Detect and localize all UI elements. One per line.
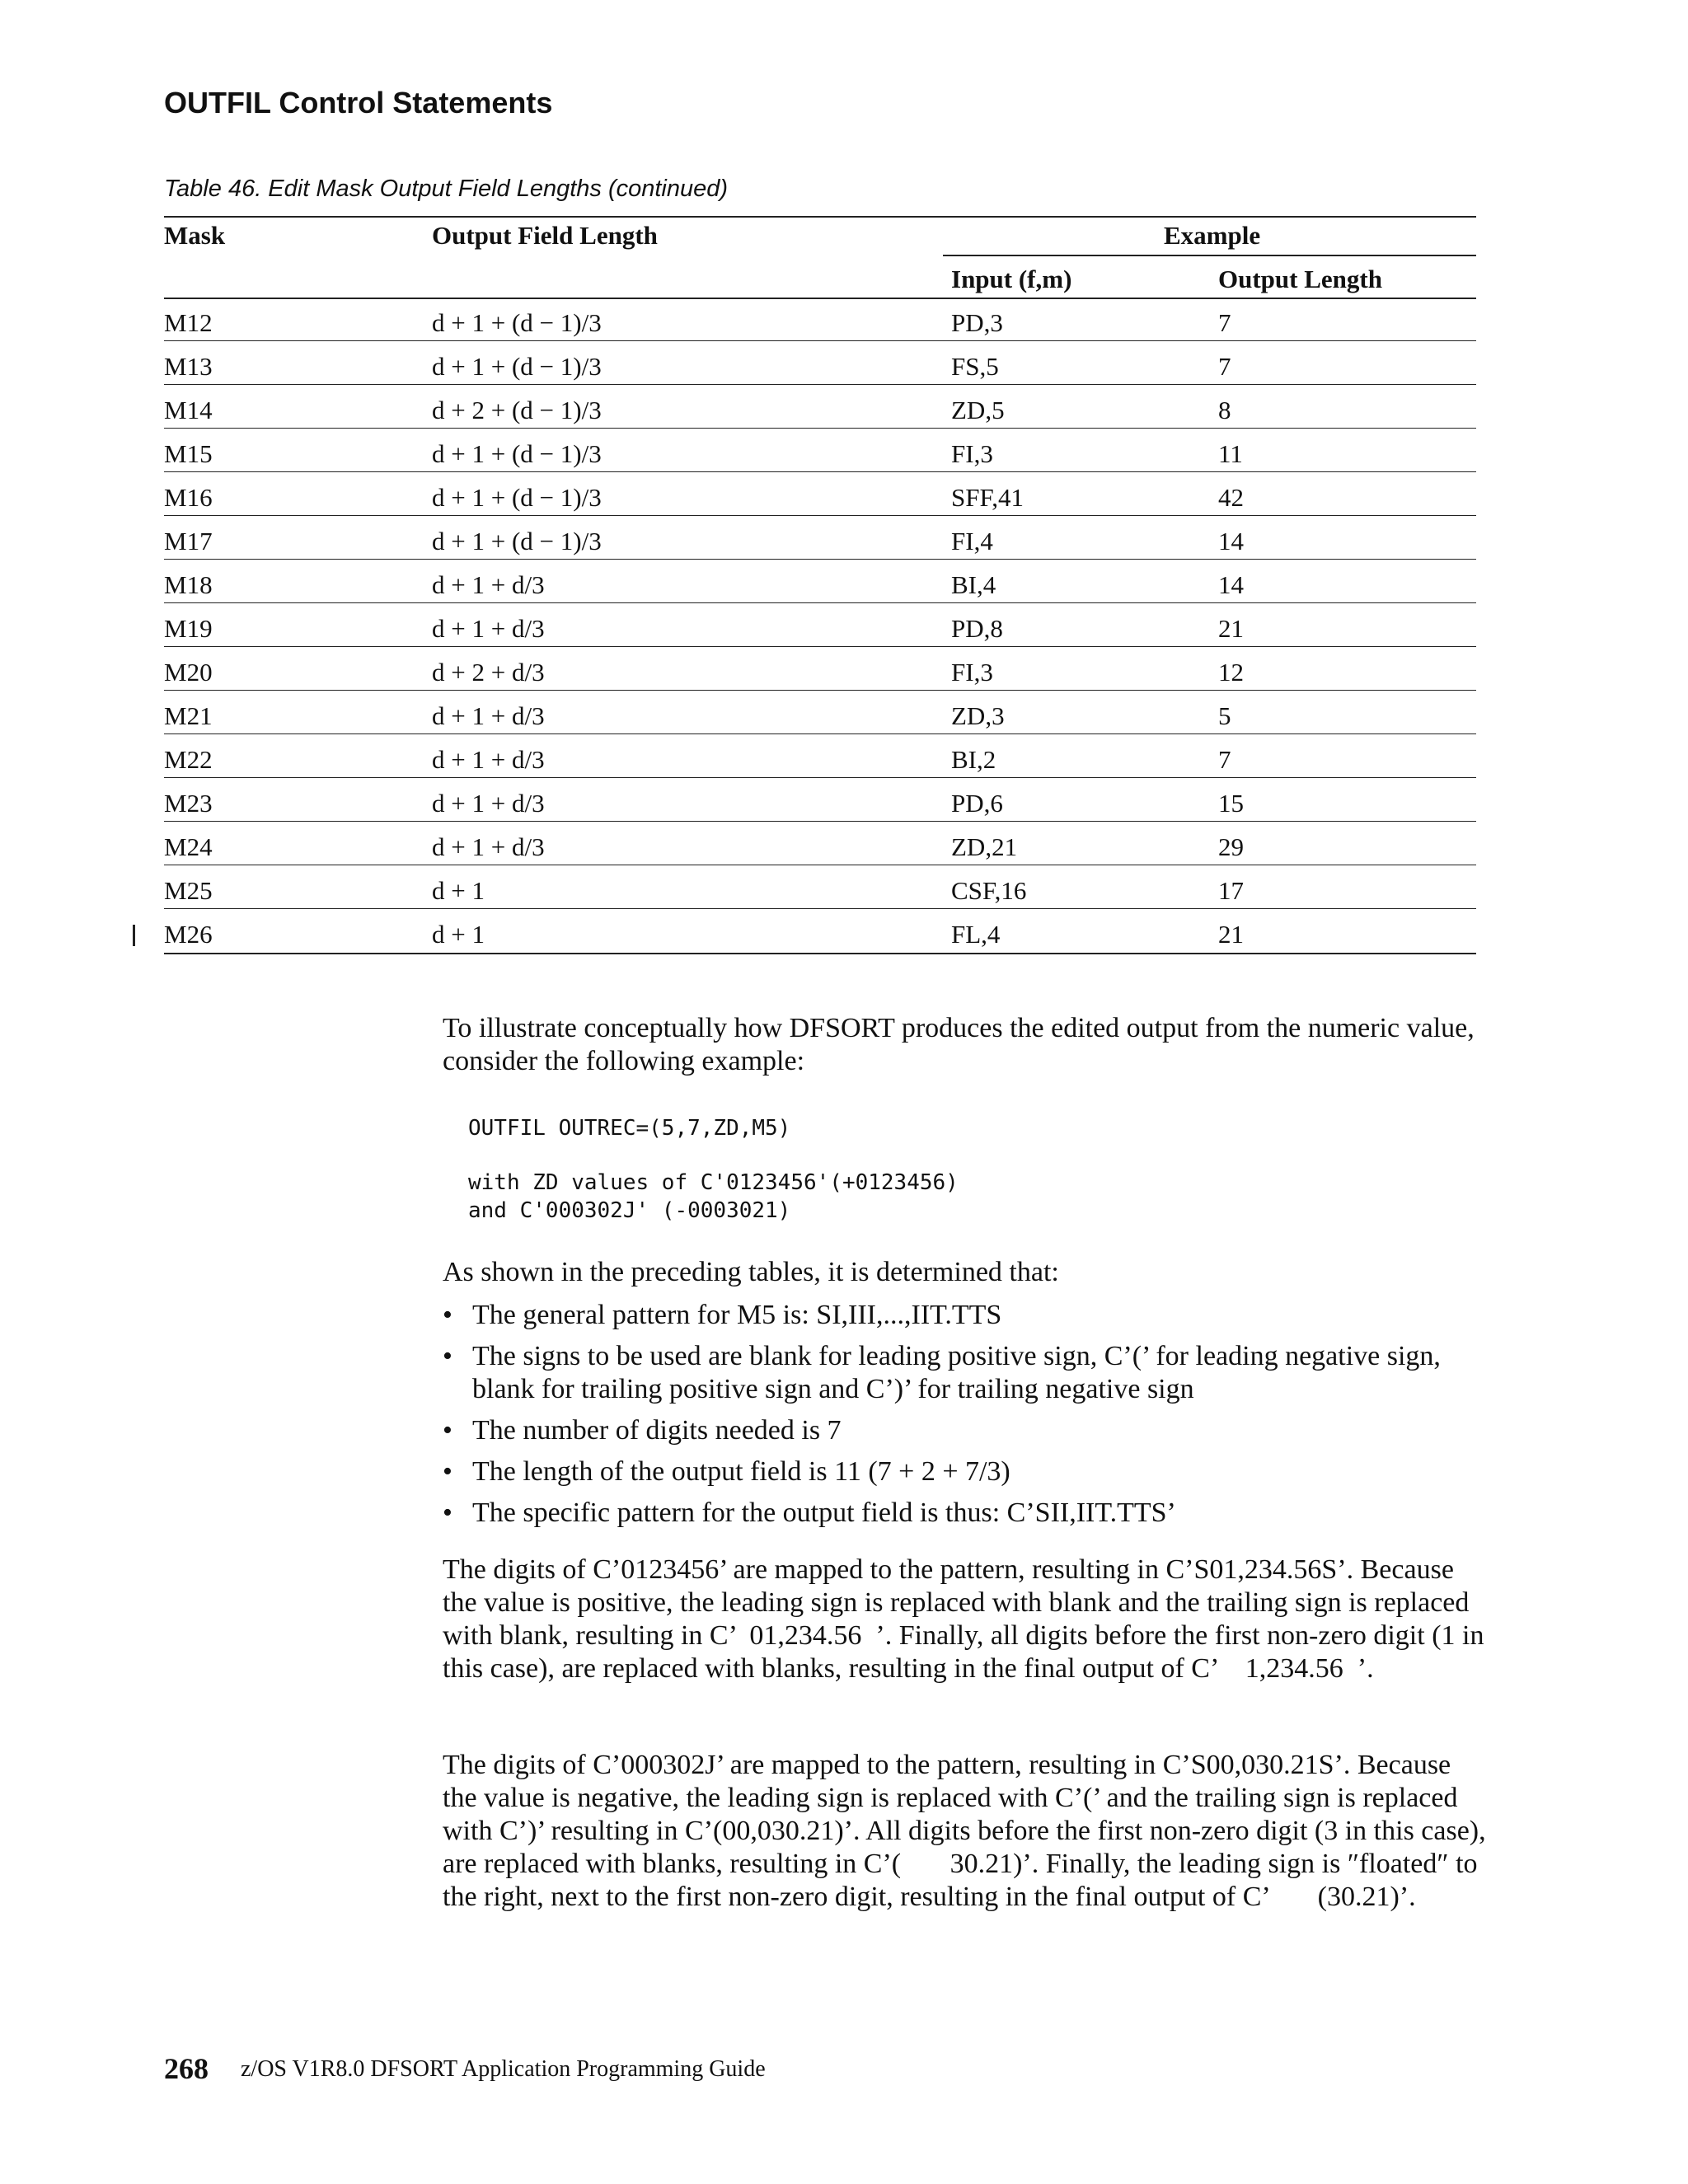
cell-length: 42	[1218, 483, 1244, 512]
cell-length: 21	[1218, 920, 1244, 949]
row-rule	[164, 690, 1476, 691]
cell-mask: M12	[164, 308, 213, 337]
cell-length: 11	[1218, 439, 1243, 468]
cell-input: FS,5	[951, 352, 999, 381]
row-rule	[164, 471, 1476, 472]
list-item	[443, 1299, 1489, 1332]
list-item	[443, 1414, 1489, 1447]
cell-length: 7	[1218, 308, 1231, 337]
cell-formula: d + 1	[432, 920, 485, 949]
list-item-text: The specific pattern for the output field is thus: C’SII,IIT.TTS’	[472, 1497, 1176, 1528]
cell-input: PD,8	[951, 614, 1003, 643]
row-rule	[164, 821, 1476, 822]
row-rule	[164, 602, 1476, 603]
list-item-text: The signs to be used are blank for leading positive sign, C’(’ for leading negative sign, blank for trailing positive sign and C’)’ for trailing negative sign	[472, 1341, 1441, 1404]
cell-length: 7	[1218, 745, 1231, 774]
page-number: 268	[164, 2052, 209, 2085]
cell-input: BI,2	[951, 745, 996, 774]
cell-input: BI,4	[951, 570, 996, 599]
cell-formula: d + 1 + (d − 1)/3	[432, 352, 602, 381]
header-mask: Mask	[164, 221, 226, 250]
row-rule	[164, 777, 1476, 778]
code-line-1: OUTFIL OUTREC=(5,7,ZD,M5)	[468, 1116, 791, 1141]
header-input: Input (f,m)	[951, 265, 1072, 293]
cell-input: FI,3	[951, 658, 993, 687]
bullet-icon: •	[443, 1497, 452, 1528]
cell-formula: d + 2 + d/3	[432, 658, 545, 687]
as-shown-text: As shown in the preceding tables, it is determined that:	[443, 1257, 1059, 1287]
table-caption: Table 46. Edit Mask Output Field Lengths (continued)	[164, 176, 729, 202]
list-item	[443, 1455, 1489, 1488]
cell-input: CSF,16	[951, 876, 1027, 905]
cell-mask: M14	[164, 396, 213, 424]
row-rule	[164, 515, 1476, 516]
cell-input: FI,4	[951, 527, 993, 555]
cell-mask: M22	[164, 745, 213, 774]
cell-input: PD,3	[951, 308, 1003, 337]
row-rule	[164, 733, 1476, 734]
cell-length: 8	[1218, 396, 1231, 424]
cell-mask: M23	[164, 789, 213, 818]
cell-mask: M20	[164, 658, 213, 687]
cell-mask: M18	[164, 570, 213, 599]
bullet-icon: •	[443, 1300, 452, 1330]
intro-text: To illustrate conceptually how DFSORT produces the edited output from the numeric value, consider the following example:	[443, 1013, 1475, 1076]
cell-formula: d + 1 + d/3	[432, 789, 545, 818]
header-output-length: Output Length	[1218, 265, 1382, 293]
cell-formula: d + 1 + d/3	[432, 832, 545, 861]
cell-formula: d + 1 + (d − 1)/3	[432, 308, 602, 337]
cell-mask: M25	[164, 876, 213, 905]
example-subheader-rule	[943, 255, 1476, 256]
bullet-icon: •	[443, 1415, 452, 1446]
list-item-text: The general pattern for M5 is: SI,III,...,IIT.TTS	[472, 1300, 1002, 1330]
list-item	[443, 1497, 1489, 1530]
book-title: z/OS V1R8.0 DFSORT Application Programming Guide	[241, 2056, 766, 2082]
cell-mask: M16	[164, 483, 213, 512]
cell-length: 7	[1218, 352, 1231, 381]
paragraph-negative-example	[443, 1749, 1493, 1914]
cell-mask: M24	[164, 832, 213, 861]
table-top-rule	[164, 216, 1476, 218]
cell-length: 17	[1218, 876, 1244, 905]
cell-length: 5	[1218, 701, 1231, 730]
list-item-text: The number of digits needed is 7	[472, 1415, 842, 1446]
cell-formula: d + 1	[432, 876, 485, 905]
cell-length: 15	[1218, 789, 1244, 818]
cell-formula: d + 1 + d/3	[432, 701, 545, 730]
running-header: OUTFIL Control Statements	[164, 86, 553, 120]
revision-change-bar	[133, 925, 135, 946]
code-line-2: with ZD values of C'0123456'(+0123456)	[468, 1170, 959, 1195]
cell-input: ZD,21	[951, 832, 1018, 861]
cell-formula: d + 1 + (d − 1)/3	[432, 483, 602, 512]
cell-length: 29	[1218, 832, 1244, 861]
cell-length: 14	[1218, 527, 1244, 555]
cell-input: ZD,3	[951, 701, 1005, 730]
table-bottom-rule	[164, 953, 1476, 954]
cell-input: PD,6	[951, 789, 1003, 818]
paragraph-positive-example	[443, 1554, 1489, 1685]
as-shown-paragraph	[443, 1256, 1489, 1289]
bullet-icon: •	[443, 1341, 452, 1371]
row-rule	[164, 384, 1476, 385]
row-rule	[164, 340, 1476, 341]
cell-length: 14	[1218, 570, 1244, 599]
cell-input: ZD,5	[951, 396, 1005, 424]
bullet-icon: •	[443, 1456, 452, 1487]
code-line-3: and C'000302J' (-0003021)	[468, 1198, 791, 1223]
cell-input: FL,4	[951, 920, 1001, 949]
header-bottom-rule	[164, 298, 1476, 299]
cell-formula: d + 1 + (d − 1)/3	[432, 439, 602, 468]
cell-mask: M26	[164, 920, 213, 949]
cell-input: SFF,41	[951, 483, 1024, 512]
cell-mask: M19	[164, 614, 213, 643]
paragraph-text: The digits of C’000302J’ are mapped to the pattern, resulting in C’S00,030.21S’. Because the value is negative, the leading sign is replaced with C’(’ and the trailing sign is replaced with C’)’ resulting in C’(00,030.21)’. All digits before the first non-zero digit (3 in this case), are replaced with blanks, resulting in C’( 30.21)’. Finally, the leading sign is ″floated″ to the right, next to the first non-zero digit, resulting in the final output of C’ (30.21)’.	[443, 1750, 1493, 1912]
header-output-field-length: Output Field Length	[432, 221, 658, 250]
row-rule	[164, 646, 1476, 647]
list-item-text: The length of the output field is 11 (7 + 2 + 7/3)	[472, 1456, 1010, 1487]
list-item	[443, 1340, 1489, 1406]
paragraph-text: The digits of C’0123456’ are mapped to the pattern, resulting in C’S01,234.56S’. Because the value is positive, the leading sign is replaced with blank and the trailing sign is replaced with blank, resulting in C’ 01,234.56 ’. Finally, all digits before the first non-zero digit (1 in this case), are replaced with blanks, resulting in the final output of C’ 1,234.56 ’.	[443, 1554, 1491, 1684]
header-example: Example	[1164, 221, 1261, 250]
cell-mask: M17	[164, 527, 213, 555]
intro-paragraph	[443, 1012, 1489, 1078]
cell-length: 21	[1218, 614, 1244, 643]
cell-input: FI,3	[951, 439, 993, 468]
cell-formula: d + 1 + (d − 1)/3	[432, 527, 602, 555]
row-rule	[164, 908, 1476, 909]
cell-mask: M15	[164, 439, 213, 468]
row-rule	[164, 559, 1476, 560]
cell-formula: d + 1 + d/3	[432, 745, 545, 774]
cell-formula: d + 1 + d/3	[432, 614, 545, 643]
cell-formula: d + 2 + (d − 1)/3	[432, 396, 602, 424]
row-rule	[164, 428, 1476, 429]
cell-mask: M13	[164, 352, 213, 381]
cell-length: 12	[1218, 658, 1244, 687]
cell-mask: M21	[164, 701, 213, 730]
bullet-list	[443, 1299, 1489, 1538]
cell-formula: d + 1 + d/3	[432, 570, 545, 599]
